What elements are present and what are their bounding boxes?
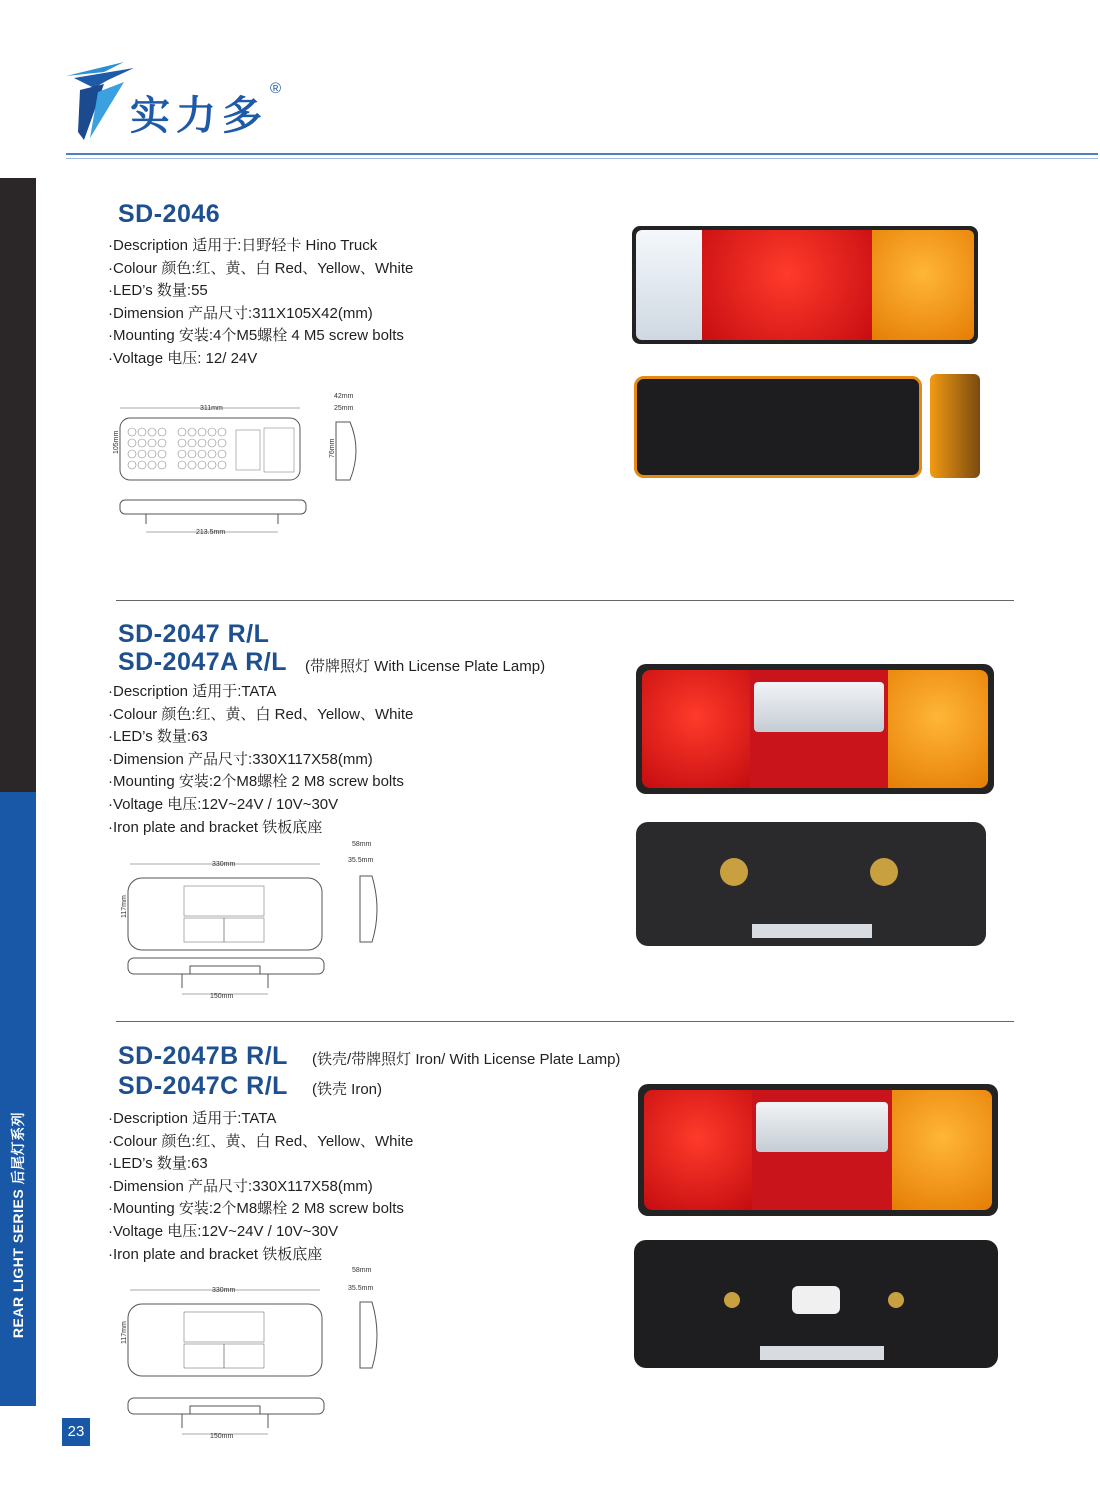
- product-title: SD-2047 R/L: [118, 620, 270, 648]
- brand-name: 实力多: [130, 94, 268, 138]
- sidebar-dark-band: [0, 178, 36, 792]
- product-title: SD-2047B R/L: [118, 1042, 288, 1070]
- spec-leds: ·LED’s 数量:55: [108, 282, 208, 300]
- spec-dimension: ·Dimension 产品尺寸:330X117X58(mm): [108, 750, 373, 768]
- spec-description: ·Description 适用于:日野轻卡 Hino Truck: [108, 237, 378, 254]
- registered-mark: ®: [270, 80, 282, 97]
- technical-drawing: [108, 1264, 398, 1444]
- spec-list: [108, 681, 413, 839]
- product-title-alt: SD-2047A R/L: [118, 648, 288, 676]
- spec-voltage: ·Voltage 电压: 12/ 24V: [108, 349, 258, 367]
- spec-dimension: ·Dimension 产品尺寸:330X117X58(mm): [108, 1177, 373, 1195]
- spec-bracket: ·Iron plate and bracket 铁板底座: [108, 818, 323, 836]
- dim-depth-label: 58mm: [352, 841, 372, 848]
- dim-height-label: 117mm: [121, 1321, 128, 1344]
- dim-depth-label: 42mm: [334, 393, 354, 400]
- spec-colour: ·Colour 颜色:红、黄、白 Red、Yellow、White: [108, 259, 414, 277]
- header-rule: [66, 153, 1098, 155]
- dim-height-label: 105mm: [113, 430, 120, 454]
- dim-depth-label: 58mm: [352, 1267, 372, 1274]
- dim-width-label: 330mm: [212, 861, 236, 868]
- dim-bolt-label: 213.5mm: [196, 529, 226, 536]
- brand-logo-icon: [64, 62, 138, 142]
- section-divider: [116, 600, 1014, 601]
- dim-side-label: 76mm: [329, 438, 336, 458]
- product-photo-back: [634, 376, 922, 478]
- technical-drawing: [100, 388, 370, 543]
- spec-leds: ·LED’s 数量:63: [108, 728, 208, 746]
- spec-mounting: ·Mounting 安装:2个M8螺栓 2 M8 screw bolts: [108, 1200, 404, 1218]
- spec-colour: ·Colour 颜色:红、黄、白 Red、Yellow、White: [108, 1132, 414, 1150]
- spec-list: [108, 1108, 413, 1266]
- dim-bolt-label: 150mm: [210, 993, 234, 1000]
- product-photo-back: [634, 1240, 998, 1368]
- dim-height-label: 117mm: [121, 895, 128, 918]
- dim-width-label: 311mm: [200, 405, 223, 412]
- product-photo-side: [930, 374, 980, 478]
- header-rule-thin: [66, 158, 1098, 159]
- product-photo-back: [636, 822, 986, 946]
- section-divider: [116, 1021, 1014, 1022]
- product-photo-front: [638, 1084, 998, 1216]
- spec-bracket: ·Iron plate and bracket 铁板底座: [108, 1245, 323, 1263]
- product-note: (铁壳/带牌照灯 Iron/ With License Plate Lamp): [312, 1051, 621, 1068]
- product-photo-front: [636, 664, 994, 794]
- product-note-alt: (铁壳 Iron): [312, 1081, 383, 1098]
- dim-width-label: 330mm: [212, 1287, 236, 1294]
- spec-mounting: ·Mounting 安装:2个M8螺栓 2 M8 screw bolts: [108, 773, 404, 791]
- product-photo-front: [632, 226, 978, 344]
- spec-description: ·Description 适用于:TATA: [108, 1110, 277, 1127]
- spec-dimension: ·Dimension 产品尺寸:311X105X42(mm): [108, 304, 373, 322]
- spec-description: ·Description 适用于:TATA: [108, 683, 277, 700]
- product-title: SD-2046: [118, 200, 221, 228]
- spec-leds: ·LED’s 数量:63: [108, 1155, 208, 1173]
- series-label: REAR LIGHT SERIES 后尾灯系列: [10, 1111, 26, 1339]
- product-title-alt: SD-2047C R/L: [118, 1072, 288, 1100]
- dim-depth2-label: 25mm: [334, 405, 354, 412]
- page-number: 23: [62, 1418, 90, 1446]
- product-note: (带牌照灯 With License Plate Lamp): [305, 658, 546, 675]
- spec-voltage: ·Voltage 电压:12V~24V / 10V~30V: [108, 795, 339, 813]
- spec-list: [108, 235, 413, 371]
- dim-depth2-label: 35.5mm: [348, 857, 374, 864]
- spec-mounting: ·Mounting 安装:4个M5螺栓 4 M5 screw bolts: [108, 327, 404, 345]
- dim-depth2-label: 35.5mm: [348, 1285, 374, 1292]
- spec-voltage: ·Voltage 电压:12V~24V / 10V~30V: [108, 1222, 339, 1240]
- technical-drawing: [108, 838, 398, 1008]
- spec-colour: ·Colour 颜色:红、黄、白 Red、Yellow、White: [108, 705, 414, 723]
- dim-bolt-label: 150mm: [210, 1433, 234, 1440]
